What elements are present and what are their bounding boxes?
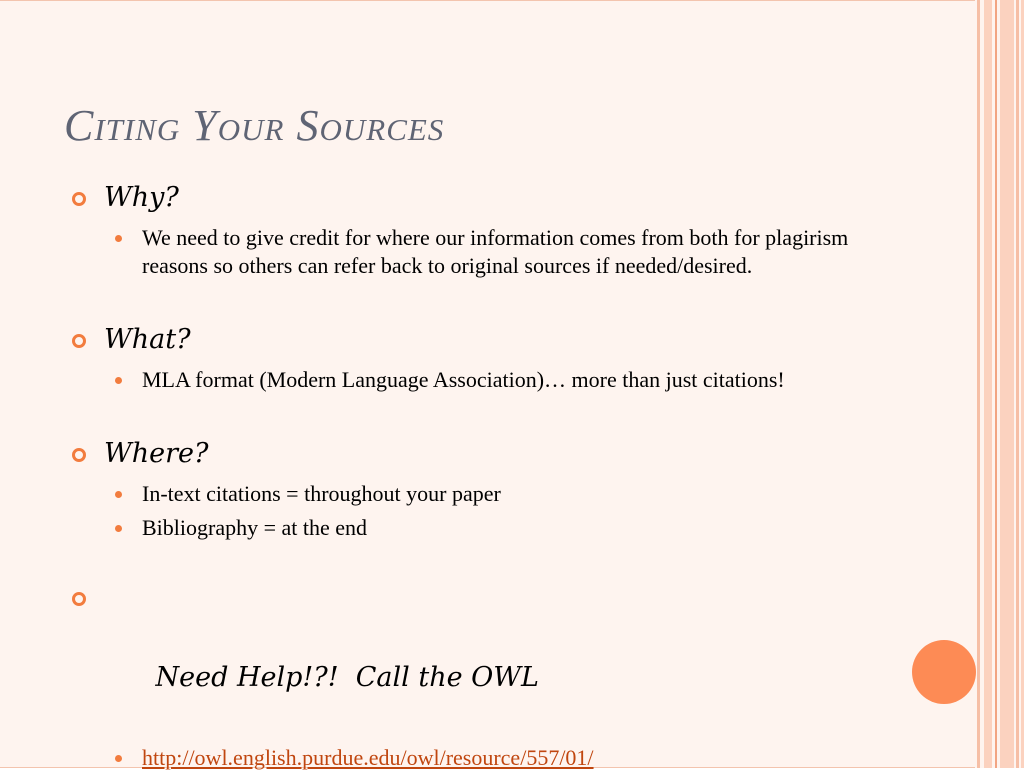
- section-heading-what: [70, 320, 890, 360]
- list-item-text: We need to give credit for where our information comes from both for plagirism reasons so others can refer back to original sources if needed/desired.: [142, 225, 849, 278]
- list-item: [142, 514, 890, 542]
- section-heading-label: What?: [104, 324, 191, 355]
- section-heading-why: [70, 178, 890, 218]
- section-heading-need-help: [70, 578, 890, 738]
- section-heading-where: [70, 434, 890, 474]
- filled-dot-icon: [115, 755, 122, 762]
- filled-dot-icon: [115, 377, 122, 384]
- owl-resource-link[interactable]: http://owl.english.purdue.edu/owl/resource/557/01/: [142, 745, 594, 770]
- hollow-circle-icon: [72, 192, 86, 206]
- section-heading-label: Need Help!?! Call the OWL: [155, 662, 539, 693]
- decor-stripe: [1000, 0, 1014, 768]
- slide-body: [70, 178, 890, 772]
- list-item-text: In-text citations = throughout your paper: [142, 481, 501, 506]
- hollow-circle-icon: [72, 334, 86, 348]
- list-item: [142, 366, 890, 394]
- list-item-text: MLA format (Modern Language Association)… more than just citations!: [142, 367, 785, 392]
- section-heading-label: Why?: [104, 182, 179, 213]
- top-border-line: [0, 0, 975, 1]
- list-item-text: Bibliography = at the end: [142, 515, 368, 540]
- decor-stripe: [995, 0, 997, 768]
- filled-dot-icon: [115, 235, 122, 242]
- filled-dot-icon: [115, 525, 122, 532]
- list-item: [142, 224, 890, 280]
- hollow-circle-icon: [72, 448, 86, 462]
- decor-stripe: [977, 0, 980, 768]
- decor-stripe: [984, 0, 992, 768]
- hollow-circle-icon: [72, 592, 86, 606]
- section-heading-label: Where?: [104, 438, 209, 469]
- filled-dot-icon: [115, 491, 122, 498]
- decor-stripe: [1016, 0, 1019, 768]
- slide-title: Citing Your Sources: [64, 101, 445, 150]
- decor-circle: [912, 640, 976, 704]
- list-item: [142, 480, 890, 508]
